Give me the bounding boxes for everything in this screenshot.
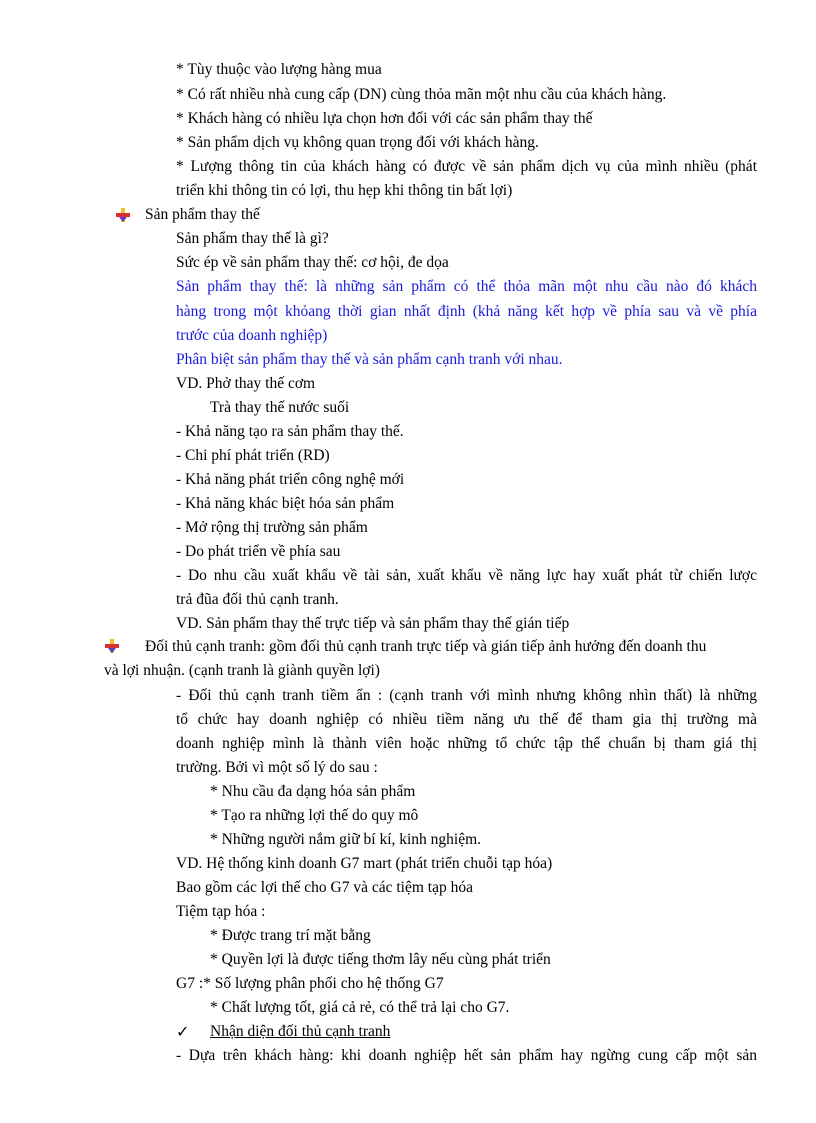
- text-line: Sản phẩm thay thế là gì?: [176, 230, 329, 247]
- highlight-line: Sản phẩm thay thế: là những sản phẩm có thể thỏa mãn một nhu cầu nào đó khách: [176, 278, 757, 295]
- text-line: - Chi phí phát triển (RD): [176, 447, 330, 464]
- text-line: và lợi nhuận. (cạnh tranh là giành quyền lợi): [104, 662, 380, 679]
- section-heading: Đối thủ cạnh tranh: gồm đối thủ cạnh tranh trực tiếp và gián tiếp ảnh hưởng đến doanh thu: [145, 638, 707, 655]
- text-line: * Có rất nhiều nhà cung cấp (DN) cùng thỏa mãn một nhu cầu của khách hàng.: [176, 86, 667, 103]
- text-line: * Tạo ra những lợi thế do quy mô: [210, 807, 419, 824]
- section-heading: Sản phẩm thay thế: [145, 206, 260, 223]
- text-line: - Khả năng khác biệt hóa sản phẩm: [176, 495, 395, 512]
- text-line: - Mở rộng thị trường sản phẩm: [176, 519, 368, 536]
- text-line: triển khi thông tin có lợi, thu hẹp khi thông tin bất lợi): [176, 182, 513, 199]
- text-line: - Đối thủ cạnh tranh tiềm ẩn : (cạnh tranh với mình nhưng không nhìn thất) là những: [176, 687, 757, 704]
- text-line: Trà thay thế nước suối: [210, 399, 350, 416]
- text-line: trường. Bởi vì một số lý do sau :: [176, 759, 378, 776]
- text-line: G7 :* Số lượng phân phối cho hệ thống G7: [176, 975, 444, 992]
- text-line: * Được trang trí mặt bằng: [210, 927, 371, 944]
- text-line: - Dựa trên khách hàng: khi doanh nghiệp hết sản phẩm hay ngừng cung cấp một sản: [176, 1047, 757, 1064]
- arrow-bullet-icon: [105, 639, 119, 653]
- text-line: * Khách hàng có nhiều lựa chọn hơn đối với các sản phẩm thay thế: [176, 110, 593, 127]
- text-line: - Do phát triển về phía sau: [176, 543, 341, 560]
- text-line: VD. Phở thay thế cơm: [176, 375, 316, 392]
- text-line: * Nhu cầu đa dạng hóa sản phẩm: [210, 783, 416, 800]
- text-line: VD. Sản phẩm thay thế trực tiếp và sản phẩm thay thế gián tiếp: [176, 615, 570, 632]
- text-line: - Khả năng phát triển công nghệ mới: [176, 471, 405, 488]
- highlight-line: Phân biệt sản phẩm thay thế và sản phẩm cạnh tranh với nhau.: [176, 351, 563, 368]
- text-line: trả đũa đối thủ cạnh tranh.: [176, 591, 339, 608]
- text-line: * Lượng thông tin của khách hàng có được về sản phẩm dịch vụ của mình nhiều (phát: [176, 158, 757, 175]
- text-line: doanh nghiệp mình là thành viên hoặc những tổ chức tập thể chuẩn bị tham giá thị: [176, 735, 757, 752]
- text-line: tổ chức hay doanh nghiệp có nhiều tiềm năng ưu thế để tham gia thị trường mà: [176, 711, 757, 728]
- text-line: * Quyền lợi là được tiếng thơm lây nếu cùng phát triển: [210, 951, 551, 968]
- text-line: * Chất lượng tốt, giá cả rẻ, có thể trả lại cho G7.: [210, 999, 510, 1016]
- text-line: Bao gồm các lợi thế cho G7 và các tiệm tạp hóa: [176, 879, 473, 896]
- text-line: Tiệm tạp hóa :: [176, 903, 266, 920]
- text-line: Sức ép về sản phẩm thay thế: cơ hội, đe dọa: [176, 254, 449, 271]
- text-line: VD. Hệ thống kinh doanh G7 mart (phát triển chuỗi tạp hóa): [176, 855, 553, 872]
- text-line: * Tùy thuộc vào lượng hàng mua: [176, 61, 382, 78]
- text-line: * Những người nắm giữ bí kí, kinh nghiệm.: [210, 831, 482, 848]
- text-line: * Sản phẩm dịch vụ không quan trọng đối với khách hàng.: [176, 134, 539, 151]
- highlight-line: trước của doanh nghiệp): [176, 327, 328, 344]
- checkmark-icon: ✓: [176, 1022, 190, 1041]
- arrow-bullet-icon: [116, 208, 130, 222]
- text-line: - Khả năng tạo ra sản phẩm thay thế.: [176, 423, 404, 440]
- subsection-heading: Nhận diện đối thủ cạnh tranh: [210, 1023, 391, 1040]
- highlight-line: hàng trong một khỏang thời gian nhất định (khả năng kết hợp về phía sau và về phía: [176, 303, 757, 320]
- text-line: - Do nhu cầu xuất khẩu về tài sản, xuất khẩu về năng lực hay xuất phát từ chiến lược: [176, 567, 757, 584]
